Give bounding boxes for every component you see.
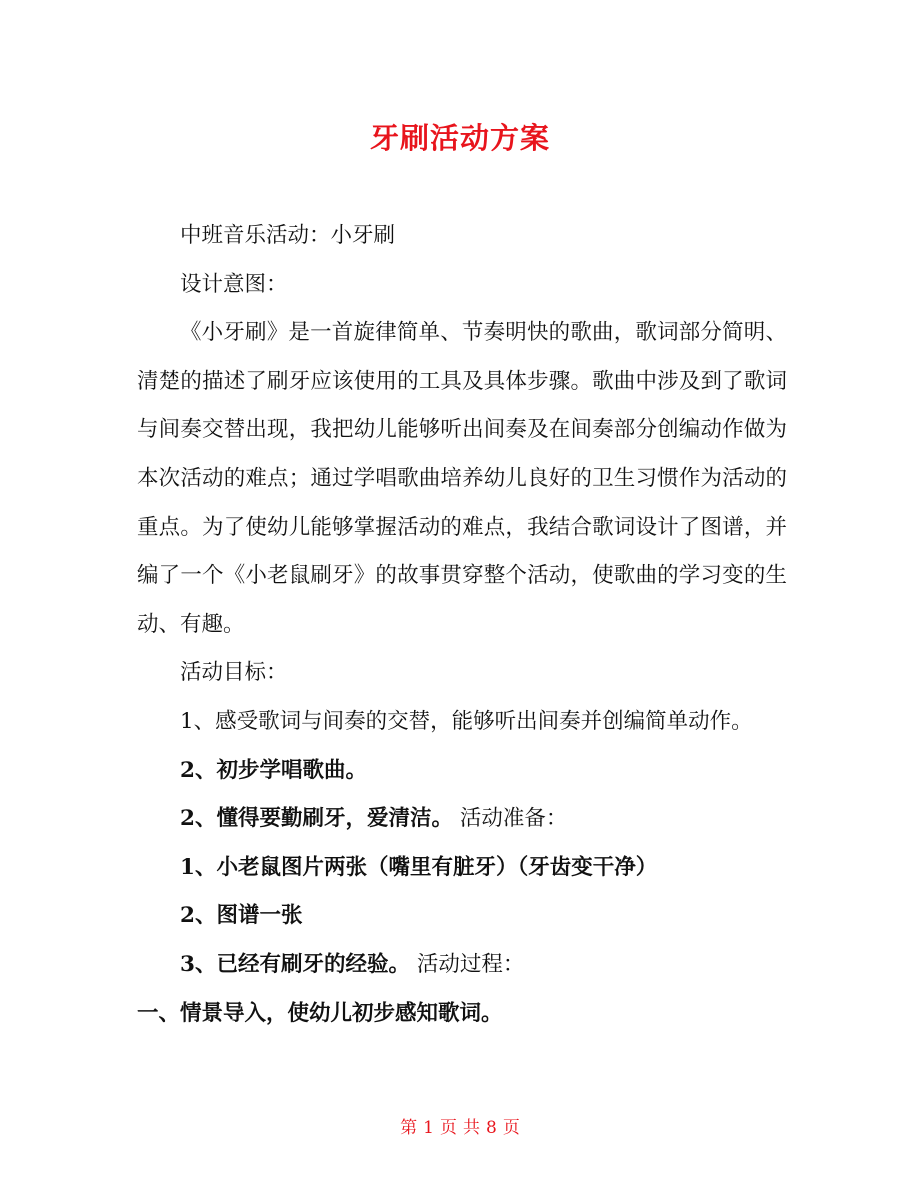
process-heading: 活动过程： [416,951,525,977]
paragraph-goal-3 [137,795,787,844]
preparation-heading: 活动准备： [459,806,568,832]
footer-gong: 共 [463,1118,480,1138]
footer-total-pages: 8 [486,1118,497,1138]
paragraph-preparation-1: 1、小老鼠图片两张（嘴里有脏牙）（牙齿变干净） [180,854,658,880]
goal-3-text: 2、懂得要勤刷牙，爱清洁。 [180,806,453,832]
paragraph-preparation-2: 2、图谱一张 [180,903,303,929]
footer-di: 第 [400,1118,418,1138]
page-footer [0,1113,920,1138]
document-title: 牙刷活动方案 [369,121,550,155]
preparation-3-text: 3、已经有刷牙的经验。 [180,951,410,977]
paragraph-process-step-1: 一、情景导入，使幼儿初步感知歌词。 [137,1000,503,1026]
paragraph-goals-heading: 活动目标： [180,660,288,686]
paragraph-preparation-3 [137,941,787,990]
paragraph-design-intent-heading: 设计意图： [180,271,288,297]
paragraph-activity-name: 中班音乐活动：小牙刷 [180,223,396,248]
paragraph-goal-1: 1、感受歌词与间奏的交替，能够听出间奏并创编简单动作。 [180,708,753,734]
footer-ye: 页 [440,1118,457,1138]
footer-ye-end: 页 [502,1118,520,1138]
document-body [137,212,787,1038]
paragraph-design-intent: 《小牙刷》是一首旋律简单、节奏明快的歌曲，歌词部分简明、清楚的描述了刷牙应该使用的工具及具体步骤。歌曲中涉及到了歌词与间奏交替出现，我把幼儿能够听出间奏及在间奏部分创编动作做为本次活动的难点；通过学唱歌曲培养幼儿良好的卫生习惯作为活动的重点。为了使幼儿能够掌握活动的难点，我结合歌词设计了图谱，并编了一个《小老鼠刷牙》的故事贯穿整个活动，使歌曲的学习变的生动、有趣。 [137,320,787,637]
footer-page-number: 1 [423,1118,434,1138]
paragraph-goal-2: 2、初步学唱歌曲。 [180,757,367,783]
